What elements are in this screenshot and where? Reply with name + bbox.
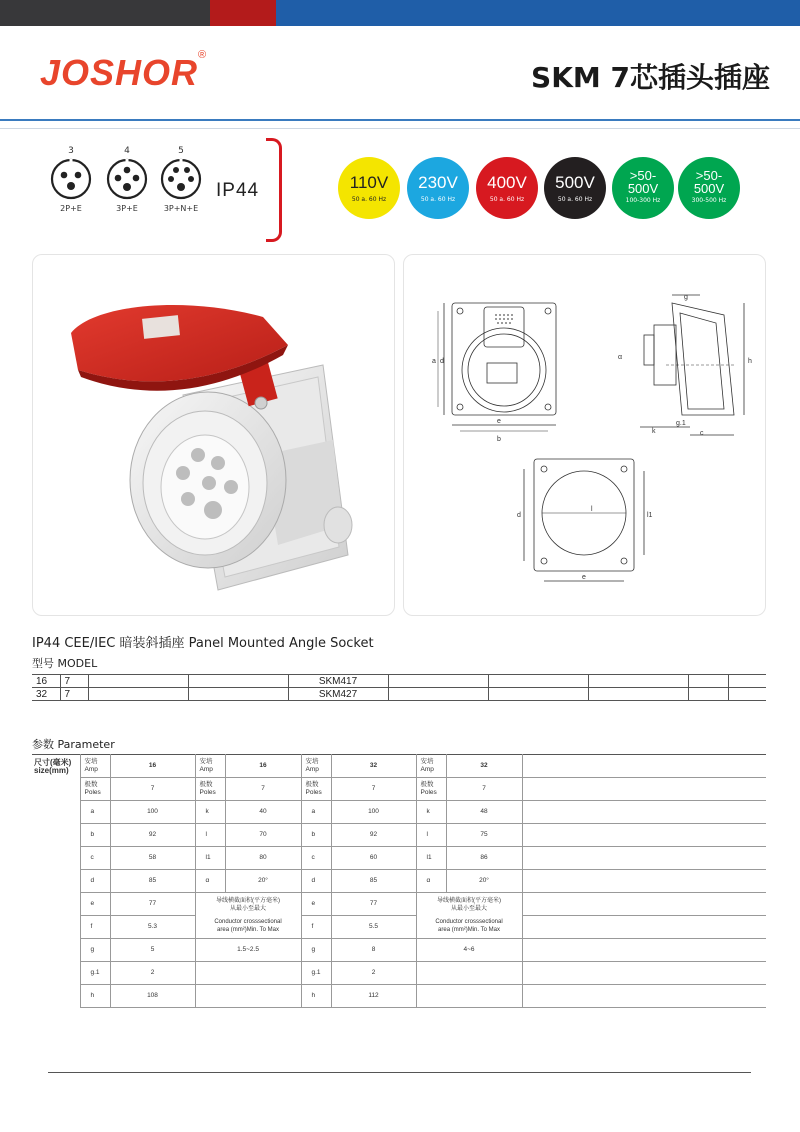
conductor-note: 导线横截面积(平方毫米) 从最小至最大 Conductor crosssectional area (mm²)Min. To Max — [416, 893, 522, 939]
table-row — [32, 755, 766, 778]
pin-label: 3P+E — [116, 204, 138, 213]
model-code: SKM427 — [288, 688, 388, 701]
frequency-value: 300-500 Hz — [691, 197, 727, 204]
frequency-value: 50 a. 60 Hz — [489, 196, 525, 203]
frequency-value: 50 a. 60 Hz — [557, 196, 593, 203]
voltage-value: >50- — [629, 168, 657, 183]
amp-value: 32 — [331, 755, 416, 778]
registered-mark: ® — [198, 49, 208, 61]
table-row: a 100 k 40 a 100 k 48 — [32, 801, 766, 824]
conductor-range: 1.5~2.5 — [195, 939, 301, 962]
top-bar-red — [210, 0, 276, 26]
table-row: h 108 h 112 — [32, 985, 766, 1008]
poles-label: 极数 Poles — [301, 778, 331, 801]
dimension-drawing — [404, 255, 767, 617]
model-code: SKM417 — [288, 675, 388, 688]
frequency-value: 50 a. 60 Hz — [351, 196, 387, 203]
product-photo-panel — [32, 254, 395, 616]
socket-3-pin-icon — [50, 158, 92, 200]
size-label-cn: 尺寸(毫米) — [34, 758, 72, 767]
dim-label-b: b — [497, 436, 501, 443]
voltage-badge-50-500v-high — [678, 157, 740, 219]
pin-configurations — [46, 146, 236, 236]
pin-config-3 — [46, 146, 96, 213]
dim-label-alpha: α — [618, 354, 623, 361]
top-color-bar — [0, 0, 800, 26]
poles-value: 7 — [110, 778, 195, 801]
size-label-en: size(mm) — [34, 766, 69, 775]
table-row: e 77 导线横截面积(平方毫米) 从最小至最大 Conductor crosssectional area (mm²)Min. To Max e 77 导线横截面积(平方毫米) 从最小至最大 Conductor crosssectional area (mm²)Min. To Max — [32, 893, 766, 916]
poles-value: 7 — [225, 778, 301, 801]
dim-label-c: c — [700, 430, 704, 437]
parameter-table — [32, 754, 766, 1008]
amp-value: 32 — [446, 755, 522, 778]
amp-label: 安培 Amp — [301, 755, 331, 778]
dim-label-a: a — [432, 358, 436, 365]
dim-label-d: d — [440, 358, 444, 365]
model-table — [32, 674, 766, 701]
dim-label-l: l — [591, 506, 593, 513]
voltage-badge-110v — [338, 157, 400, 219]
voltage-value: 500V — [555, 173, 595, 192]
pin-count: 4 — [124, 146, 130, 156]
table-row — [32, 688, 766, 701]
dim-label-g: g — [684, 294, 688, 301]
ip-rating: IP44 — [216, 180, 260, 201]
table-row: b 92 l 70 b 92 l 75 — [32, 824, 766, 847]
dim-label-h: h — [748, 358, 752, 365]
voltage-value: 110V — [349, 173, 389, 192]
header-divider — [0, 119, 800, 121]
dim-label-e-cutout: e — [582, 574, 586, 581]
header-hairline — [0, 128, 800, 129]
poles-label: 极数 Poles — [195, 778, 225, 801]
dim-label-e: e — [497, 418, 501, 425]
amp-value: 16 — [110, 755, 195, 778]
frequency-value: 50 a. 60 Hz — [420, 196, 456, 203]
table-row — [32, 778, 766, 801]
voltage-value: 230V — [418, 173, 458, 192]
table-row: g 5 1.5~2.5 g 8 4~6 — [32, 939, 766, 962]
model-amp: 16 — [32, 675, 60, 688]
amp-label: 安培 Amp — [416, 755, 446, 778]
brand-logo — [40, 49, 208, 94]
table-row: g.1 2 g.1 2 — [32, 962, 766, 985]
dim-label-d-cutout: d — [517, 512, 521, 519]
model-amp: 32 — [32, 688, 60, 701]
pin-count: 5 — [178, 146, 184, 156]
dim-label-g1: g.1 — [676, 420, 686, 427]
table-row: d 85 α 20° d 85 α 20° — [32, 870, 766, 893]
model-poles: 7 — [60, 688, 88, 701]
product-title: IP44 CEE/IEC 暗装斜插座 Panel Mounted Angle Socket — [32, 636, 374, 651]
parameter-label: 参数 Parameter — [32, 738, 115, 751]
pin-config-5 — [156, 146, 206, 213]
table-row: c 58 l1 80 c 60 l1 86 — [32, 847, 766, 870]
poles-label: 极数 Poles — [416, 778, 446, 801]
socket-4-pin-icon — [106, 158, 148, 200]
dim-label-k: k — [652, 428, 656, 435]
voltage-badge-230v — [407, 157, 469, 219]
pin-config-4 — [102, 146, 152, 213]
voltage-value: >50- — [695, 168, 723, 183]
voltage-badge-50-500v-low — [612, 157, 674, 219]
conductor-range: 4~6 — [416, 939, 522, 962]
section-bracket — [266, 138, 282, 242]
socket-photo-illustration — [33, 255, 396, 617]
table-row: f 5.3 f 5.5 — [32, 916, 766, 939]
model-poles: 7 — [60, 675, 88, 688]
poles-label: 极数 Poles — [80, 778, 110, 801]
voltage-value: 400V — [487, 173, 527, 192]
top-bar-blue — [276, 0, 800, 26]
pin-count: 3 — [68, 146, 74, 156]
dim-label-l1: l1 — [647, 512, 653, 519]
size-header — [32, 755, 80, 962]
top-bar-dark — [0, 0, 210, 26]
poles-value: 7 — [331, 778, 416, 801]
amp-value: 16 — [225, 755, 301, 778]
socket-5-pin-icon — [160, 158, 202, 200]
table-row — [32, 675, 766, 688]
conductor-note: 导线横截面积(平方毫米) 从最小至最大 Conductor crosssectional area (mm²)Min. To Max — [195, 893, 301, 939]
footer-divider — [48, 1072, 751, 1073]
amp-label: 安培 Amp — [80, 755, 110, 778]
amp-label: 安培 Amp — [195, 755, 225, 778]
poles-value: 7 — [446, 778, 522, 801]
model-label: 型号 MODEL — [32, 657, 98, 670]
voltage-value-2: 500V — [693, 181, 725, 196]
frequency-value: 100-300 Hz — [625, 197, 661, 204]
voltage-badge-500v — [544, 157, 606, 219]
voltage-value-2: 500V — [627, 181, 659, 196]
pin-label: 3P+N+E — [163, 204, 199, 213]
technical-drawing-panel — [403, 254, 766, 616]
voltage-badge-400v — [476, 157, 538, 219]
logo-text: JOSHOR — [40, 52, 199, 93]
page-title: SKM 7芯插头插座 — [531, 61, 770, 94]
pin-label: 2P+E — [60, 204, 82, 213]
